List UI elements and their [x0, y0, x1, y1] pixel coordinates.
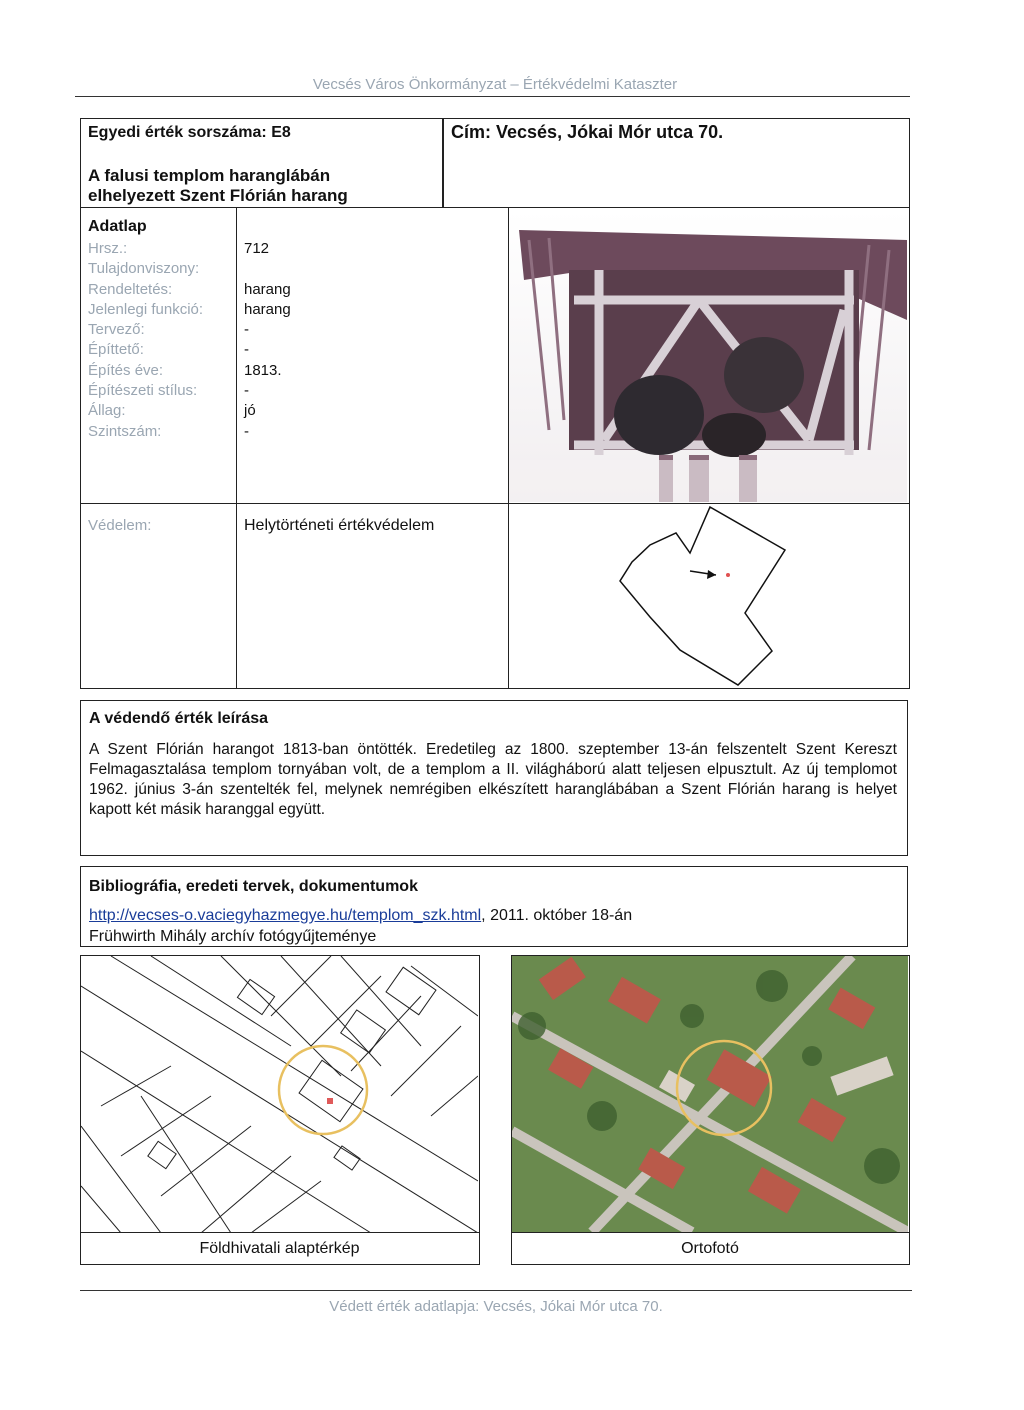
location-dot-icon — [726, 573, 730, 577]
datasheet-label: Építészeti stílus: — [88, 382, 198, 400]
address: Cím: Vecsés, Jókai Mór utca 70. — [451, 122, 724, 142]
ortho-caption-divider — [512, 1232, 910, 1233]
datasheet-label: Építtető: — [88, 341, 144, 359]
datasheet-label: Tervező: — [88, 321, 145, 339]
datasheet-heading: Adatlap — [88, 218, 147, 235]
datasheet-value: 712 — [244, 240, 270, 257]
datasheet-label: Jelenlegi funkció: — [88, 300, 204, 318]
location-sketch — [540, 505, 840, 687]
datasheet-label: Rendeltetés: — [88, 280, 173, 298]
datasheet-label: Állag: — [88, 402, 126, 420]
datasheet-value — [244, 259, 494, 279]
footer-divider — [80, 1290, 912, 1291]
source-link-suffix: , 2011. október 18-án — [481, 907, 633, 924]
bell-tower-illustration — [509, 210, 907, 502]
ortho-caption: Ortofotó — [681, 1240, 739, 1257]
description-heading: A védendő érték leírása — [89, 710, 269, 727]
datasheet-label: Építés éve: — [88, 361, 164, 379]
bibliography-line-2: Frühwirth Mihály archív fotógyűjteménye — [89, 928, 377, 945]
datasheet-value: - — [244, 321, 249, 339]
header-divider — [75, 96, 910, 97]
id-line: Egyedi érték sorszáma: E8 — [88, 124, 291, 141]
datasheet-value: harang — [244, 300, 291, 318]
orthophoto — [512, 956, 908, 1232]
cadastral-map-frame — [80, 955, 480, 1265]
cadastral-caption-divider — [81, 1232, 480, 1233]
protection-label: Védelem: — [88, 517, 152, 534]
cadastral-marker-icon — [327, 1098, 333, 1104]
datasheet-value: - — [244, 422, 249, 440]
bibliography-line-1 — [89, 907, 632, 925]
title-divider — [442, 118, 444, 208]
cadastral-map — [81, 956, 478, 1233]
cadastral-caption: Földhivatali alaptérkép — [199, 1240, 360, 1257]
page-header: Vecsés Város Önkormányzat – Értékvédelmi Kataszter — [312, 76, 678, 93]
datasheet-value: jó — [244, 402, 256, 420]
page-footer: Védett érték adatlapja: Vecsés, Jókai Mór utca 70. — [329, 1298, 663, 1315]
orthophoto-frame — [511, 955, 910, 1265]
datasheet-label: Tulajdonviszony: — [88, 260, 200, 278]
datasheet-row-divider — [80, 503, 910, 504]
bibliography-heading: Bibliográfia, eredeti tervek, dokumentumok — [89, 878, 418, 895]
bell-tower-photo — [509, 210, 907, 502]
title-line-2: elhelyezett Szent Flórián harang — [88, 186, 348, 205]
protection-value: Helytörténeti értékvédelem — [244, 517, 435, 534]
description-text: A Szent Flórián harangot 1813-ban öntötték. Eredetileg az 1800. szeptember 13-án felszentelt Szent Kereszt Felmagasztalása templom tornyában volt, de a templom a II. világháború alatt teljesen elpusztult. Az új templomot 1962. június 3-án szentelték fel, melynek nemrégiben elkészített haranglábában a Szent Flórián harang is helyet kapott két másik haranggal együtt. — [89, 741, 897, 818]
datasheet-value: - — [244, 382, 249, 400]
datasheet-value: 1813. — [244, 361, 282, 379]
source-link[interactable]: http://vecses-o.vaciegyhazmegye.hu/templom_szk.html — [89, 907, 482, 924]
datasheet-col-divider — [236, 207, 237, 689]
datasheet-label: Hrsz.: — [88, 240, 128, 257]
location-outline — [540, 505, 840, 687]
title-line-1: A falusi templom haranglábán — [88, 166, 331, 185]
datasheet-value: harang — [244, 280, 291, 298]
datasheet-value: - — [244, 341, 249, 359]
datasheet-label: Szintszám: — [88, 422, 162, 440]
datasheet-labels — [88, 239, 234, 442]
datasheet-values — [244, 239, 494, 442]
